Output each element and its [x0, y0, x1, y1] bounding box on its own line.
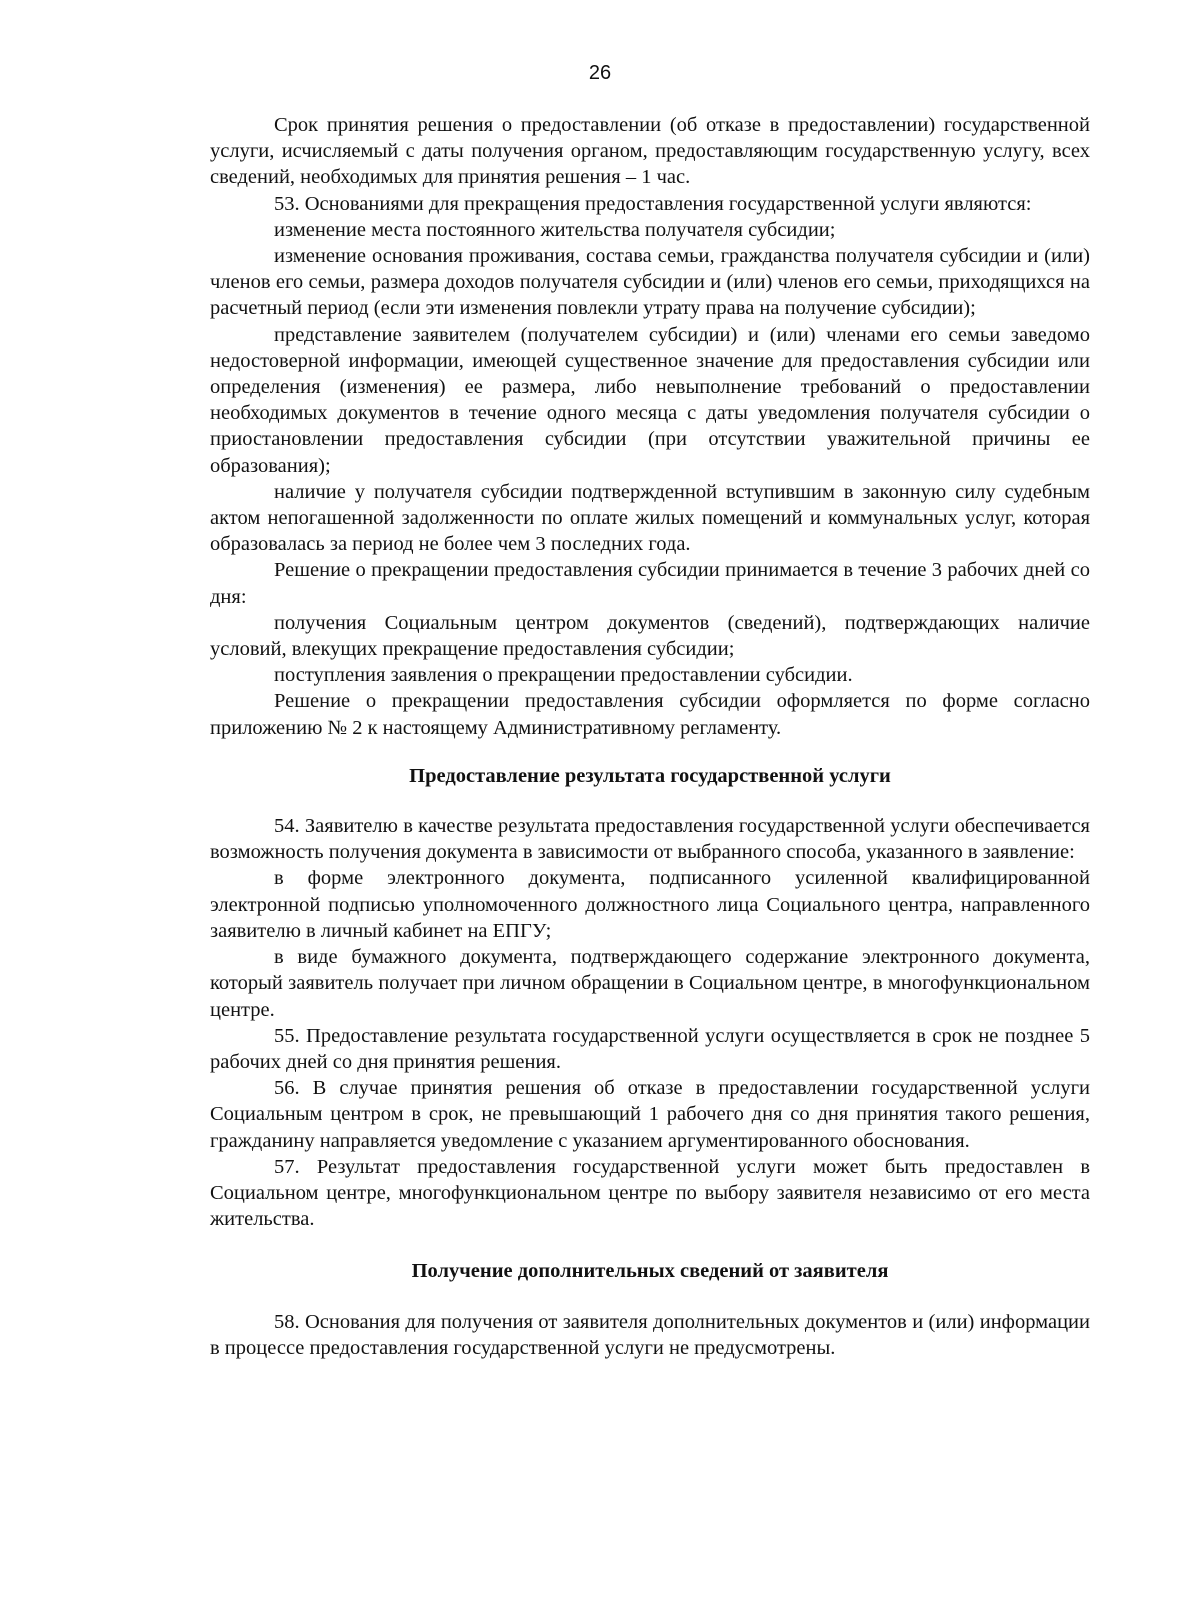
section-heading: Предоставление результата государственной услуги [409, 764, 891, 787]
paragraph: поступления заявления о прекращении предоставлении субсидии. [274, 664, 853, 687]
paragraph: Решение о прекращении предоставления субсидии принимается в течение 3 рабочих дней со дня: [210, 559, 1090, 608]
paragraph: Срок принятия решения о предоставлении (об отказе в предоставлении) государственной услуги, исчисляемый с даты получения органом, предоставляющим государственную услугу, всех сведений, необходимых для принятия решения – 1 час. [210, 114, 1090, 189]
paragraph: наличие у получателя субсидии подтвержденной вступившим в законную силу судебным актом непогашенной задолженности по оплате жилых помещений и коммунальных услуг, которая образовалась за период не более чем 3 последних года. [210, 480, 1090, 556]
paragraph: в виде бумажного документа, подтверждающего содержание электронного документа, который заявитель получает при личном обращении в Социальном центре, в многофункциональном центре. [210, 946, 1090, 1021]
paragraph: изменение места постоянного жительства получателя субсидии; [274, 218, 836, 241]
paragraph: Решение о прекращении предоставления субсидии оформляется по форме согласно приложению № 2 к настоящему Административному регламенту. [210, 690, 1090, 739]
paragraph: представление заявителем (получателем субсидии) и (или) членами его семьи заведомо недостоверной информации, имеющей существенное значение для предоставления субсидии или определения (изменения) ее размера, либо невыполнение требований о предоставлении необходимых документов в течение одного месяца с даты уведомления получателя субсидии о приостановлении предоставления субсидии (при отсутствии уважительной причины ее образования); [210, 323, 1090, 477]
section-heading: Получение дополнительных сведений от заявителя [411, 1260, 889, 1283]
document-body [210, 112, 1090, 1361]
page-number: 26 [588, 62, 612, 84]
paragraph: 57. Результат предоставления государственной услуги может быть предоставлен в Социальном центре, многофункциональном центре по выбору заявителя независимо от его места жительства. [210, 1155, 1090, 1231]
paragraph: 56. В случае принятия решения об отказе в предоставлении государственной услуги Социальным центром в срок, не превышающий 1 рабочего дня со дня принятия такого решения, гражданину направляется уведомление с указанием аргументированного обоснования. [210, 1077, 1090, 1152]
paragraph: 54. Заявителю в качестве результата предоставления государственной услуги обеспечивается возможность получения документа в зависимости от выбранного способа, указанного в заявление: [210, 815, 1090, 864]
paragraph: 58. Основания для получения от заявителя дополнительных документов и (или) информации в процессе предоставления государственной услуги не предусмотрены. [210, 1310, 1090, 1359]
paragraph: в форме электронного документа, подписанного усиленной квалифицированной электронной подписью уполномоченного должностного лица Социального центра, направленного заявителю в личный кабинет на ЕПГУ; [210, 867, 1090, 942]
paragraph: 55. Предоставление результата государственной услуги осуществляется в срок не позднее 5 рабочих дней со дня принятия решения. [210, 1024, 1090, 1073]
paragraph: получения Социальным центром документов (сведений), подтверждающих наличие условий, влекущих прекращение предоставления субсидии; [210, 611, 1090, 661]
paragraph: 53. Основаниями для прекращения предоставления государственной услуги являются: [274, 192, 1032, 215]
paragraph: изменение основания проживания, состава семьи, гражданства получателя субсидии и (или) членов его семьи, размера доходов получателя субсидии и (или) членов его семьи, приходящихся на расчетный период (если эти изменения повлекли утрату права на получение субсидии); [210, 245, 1090, 320]
